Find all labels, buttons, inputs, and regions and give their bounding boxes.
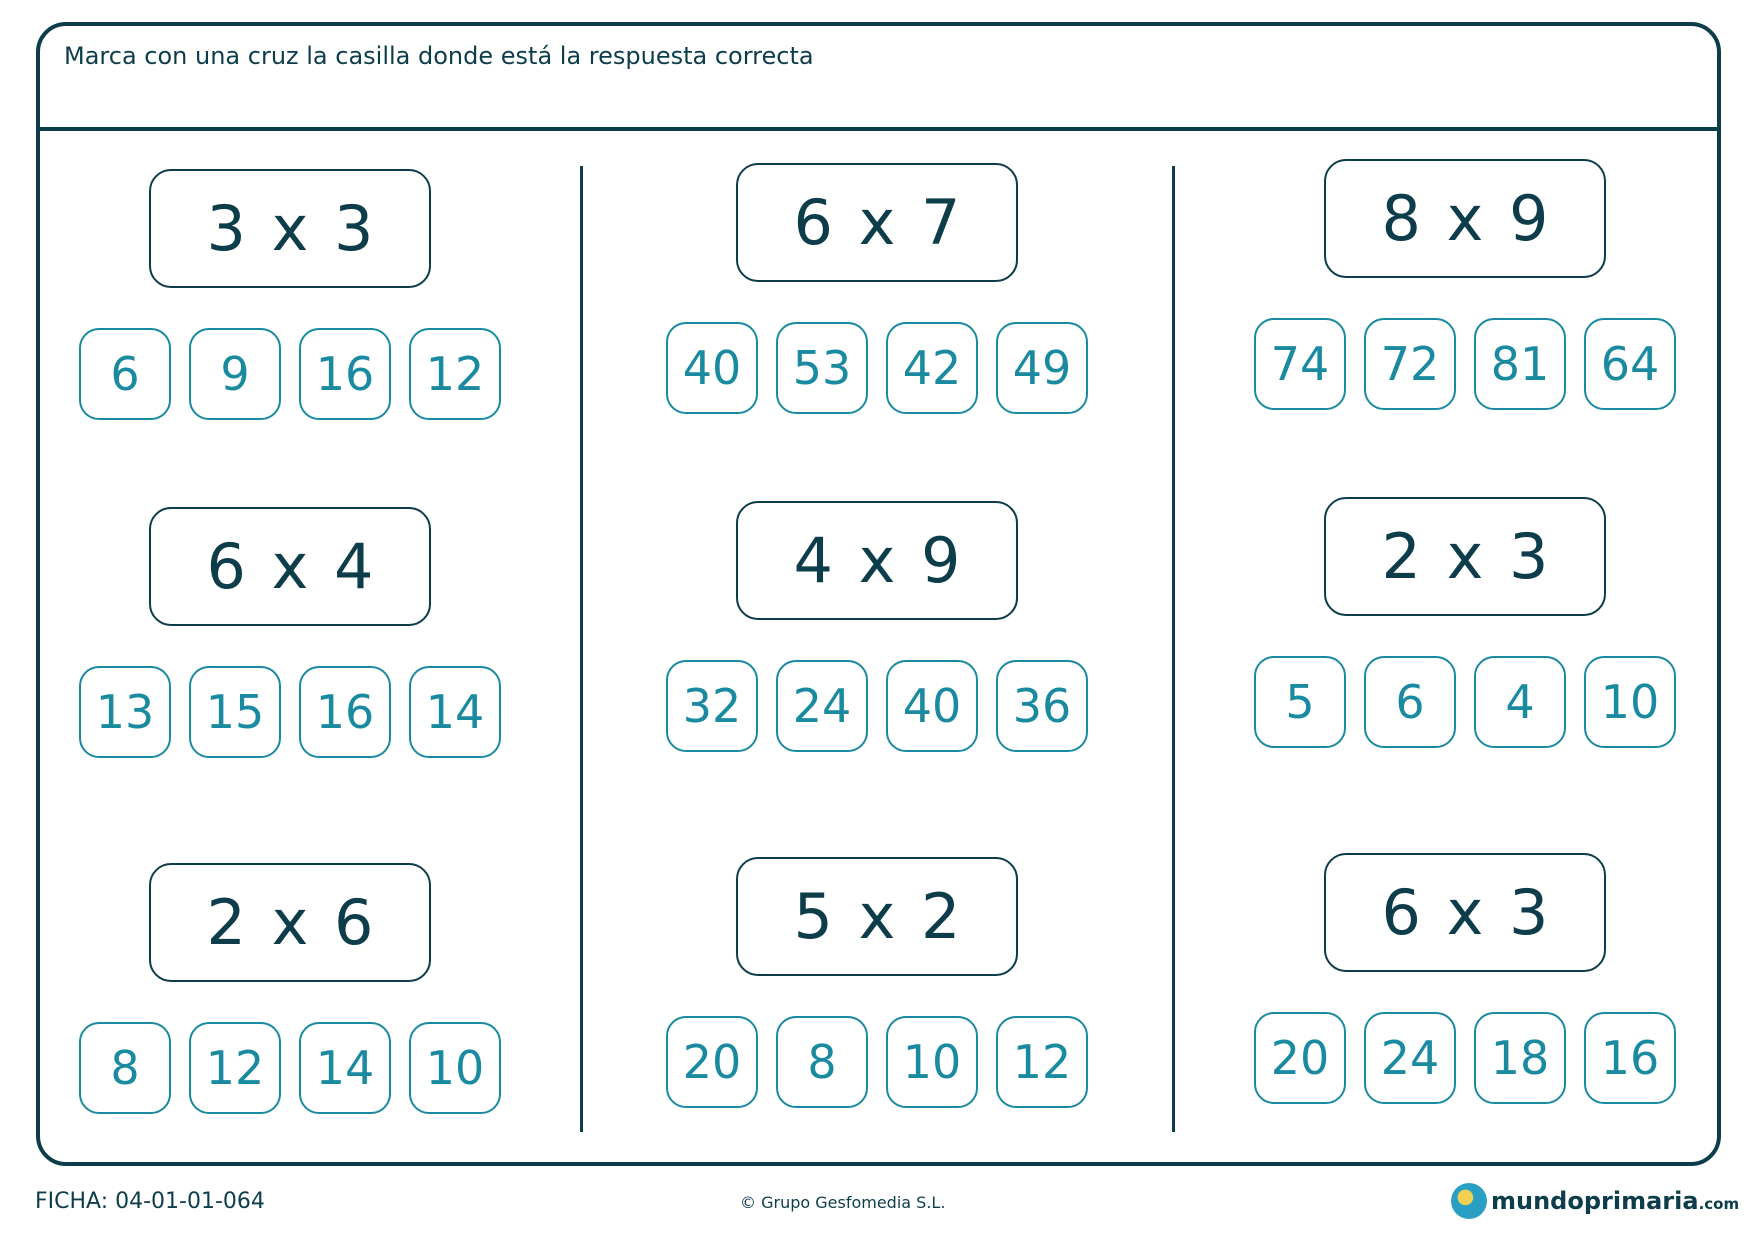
answer-option-box[interactable]: 6 [1364, 656, 1456, 748]
answer-option-box[interactable]: 16 [299, 328, 391, 420]
multiplication-question: 3 x 3 [149, 169, 431, 288]
answer-option-box[interactable]: 18 [1474, 1012, 1566, 1104]
answer-option-box[interactable]: 5 [1254, 656, 1346, 748]
answer-option-box[interactable]: 10 [886, 1016, 978, 1108]
answer-option-box[interactable]: 40 [666, 322, 758, 414]
answer-option-box[interactable]: 13 [79, 666, 171, 758]
multiplication-question: 4 x 9 [736, 501, 1018, 620]
logo-suffix: .com [1698, 1195, 1740, 1213]
answer-option-box[interactable]: 15 [189, 666, 281, 758]
copyright: © Grupo Gesfomedia S.L. [740, 1193, 946, 1212]
ficha-code: FICHA: 04-01-01-064 [35, 1189, 265, 1214]
answer-option-box[interactable]: 4 [1474, 656, 1566, 748]
answer-option-box[interactable]: 24 [1364, 1012, 1456, 1104]
answer-option-box[interactable]: 8 [776, 1016, 868, 1108]
answer-option-box[interactable]: 74 [1254, 318, 1346, 410]
answer-option-box[interactable]: 20 [1254, 1012, 1346, 1104]
answer-option-box[interactable]: 53 [776, 322, 868, 414]
multiplication-question: 6 x 4 [149, 507, 431, 626]
answer-option-box[interactable]: 81 [1474, 318, 1566, 410]
answer-option-box[interactable]: 9 [189, 328, 281, 420]
multiplication-question: 2 x 6 [149, 863, 431, 982]
multiplication-question: 5 x 2 [736, 857, 1018, 976]
answer-option-box[interactable]: 14 [409, 666, 501, 758]
logo-text [1491, 1187, 1739, 1215]
answer-option-box[interactable]: 8 [79, 1022, 171, 1114]
answer-option-box[interactable]: 42 [886, 322, 978, 414]
instruction-text: Marca con una cruz la casilla donde está la respuesta correcta [64, 42, 814, 70]
answer-option-box[interactable]: 16 [299, 666, 391, 758]
answer-option-box[interactable]: 10 [409, 1022, 501, 1114]
multiplication-question: 2 x 3 [1324, 497, 1606, 616]
column-divider [580, 166, 583, 1132]
mundoprimaria-logo [1451, 1183, 1739, 1219]
answer-option-box[interactable]: 12 [996, 1016, 1088, 1108]
logo-main: mundoprimaria [1491, 1187, 1699, 1215]
answer-option-box[interactable]: 24 [776, 660, 868, 752]
answer-option-box[interactable]: 36 [996, 660, 1088, 752]
answer-option-box[interactable]: 32 [666, 660, 758, 752]
answer-option-box[interactable]: 12 [189, 1022, 281, 1114]
answer-option-box[interactable]: 72 [1364, 318, 1456, 410]
answer-option-box[interactable]: 20 [666, 1016, 758, 1108]
header-divider [36, 127, 1721, 131]
answer-option-box[interactable]: 49 [996, 322, 1088, 414]
answer-option-box[interactable]: 40 [886, 660, 978, 752]
answer-option-box[interactable]: 14 [299, 1022, 391, 1114]
answer-option-box[interactable]: 6 [79, 328, 171, 420]
multiplication-question: 6 x 3 [1324, 853, 1606, 972]
answer-option-box[interactable]: 16 [1584, 1012, 1676, 1104]
multiplication-question: 6 x 7 [736, 163, 1018, 282]
column-divider [1172, 166, 1175, 1132]
answer-option-box[interactable]: 10 [1584, 656, 1676, 748]
answer-option-box[interactable]: 64 [1584, 318, 1676, 410]
multiplication-question: 8 x 9 [1324, 159, 1606, 278]
globe-icon [1451, 1183, 1487, 1219]
answer-option-box[interactable]: 12 [409, 328, 501, 420]
